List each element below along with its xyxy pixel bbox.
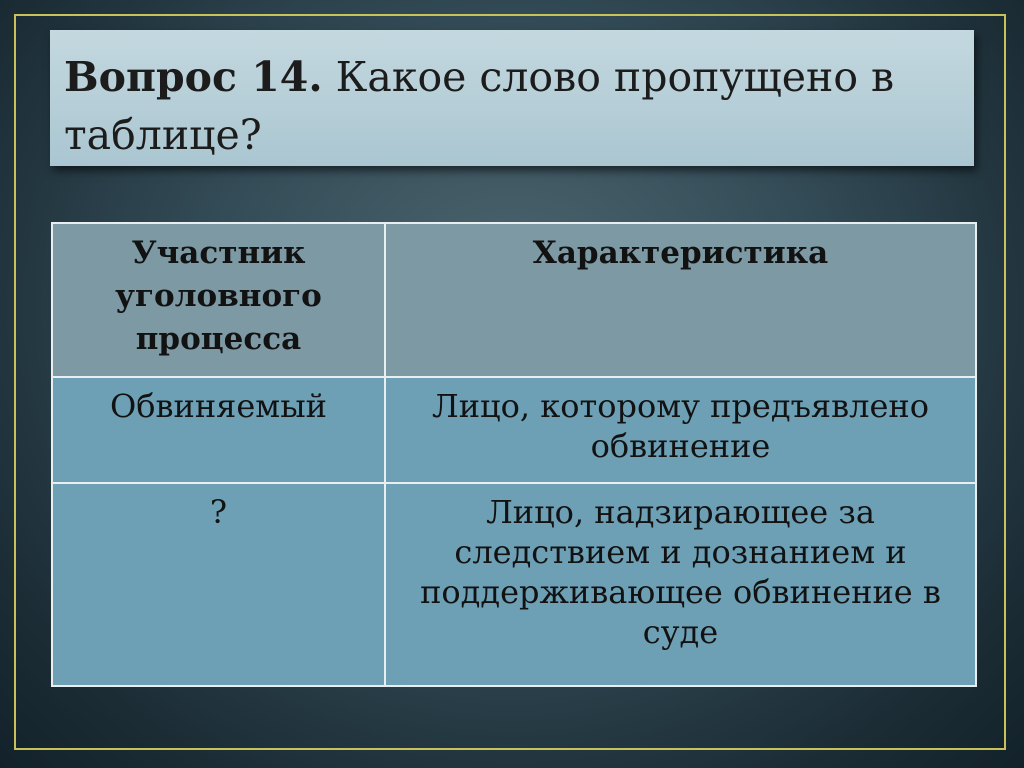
- header-characteristic: Характеристика: [385, 223, 976, 377]
- table-row: [52, 377, 976, 483]
- cell-characteristic: Лицо, надзирающее за следствием и дознанием и поддерживающее обвинение в суде: [385, 483, 976, 686]
- question-number: Вопрос 14.: [64, 53, 323, 101]
- cell-participant: Обвиняемый: [52, 377, 385, 483]
- question-text: Какое слово пропущено в таблице?: [64, 53, 895, 159]
- table-row: [52, 483, 976, 686]
- header-participant: Участник уголовного процесса: [52, 223, 385, 377]
- participants-table: [51, 222, 977, 687]
- cell-participant: ?: [52, 483, 385, 686]
- question-title: [50, 30, 974, 166]
- cell-characteristic: Лицо, которому предъявлено обвинение: [385, 377, 976, 483]
- table-header-row: [52, 223, 976, 377]
